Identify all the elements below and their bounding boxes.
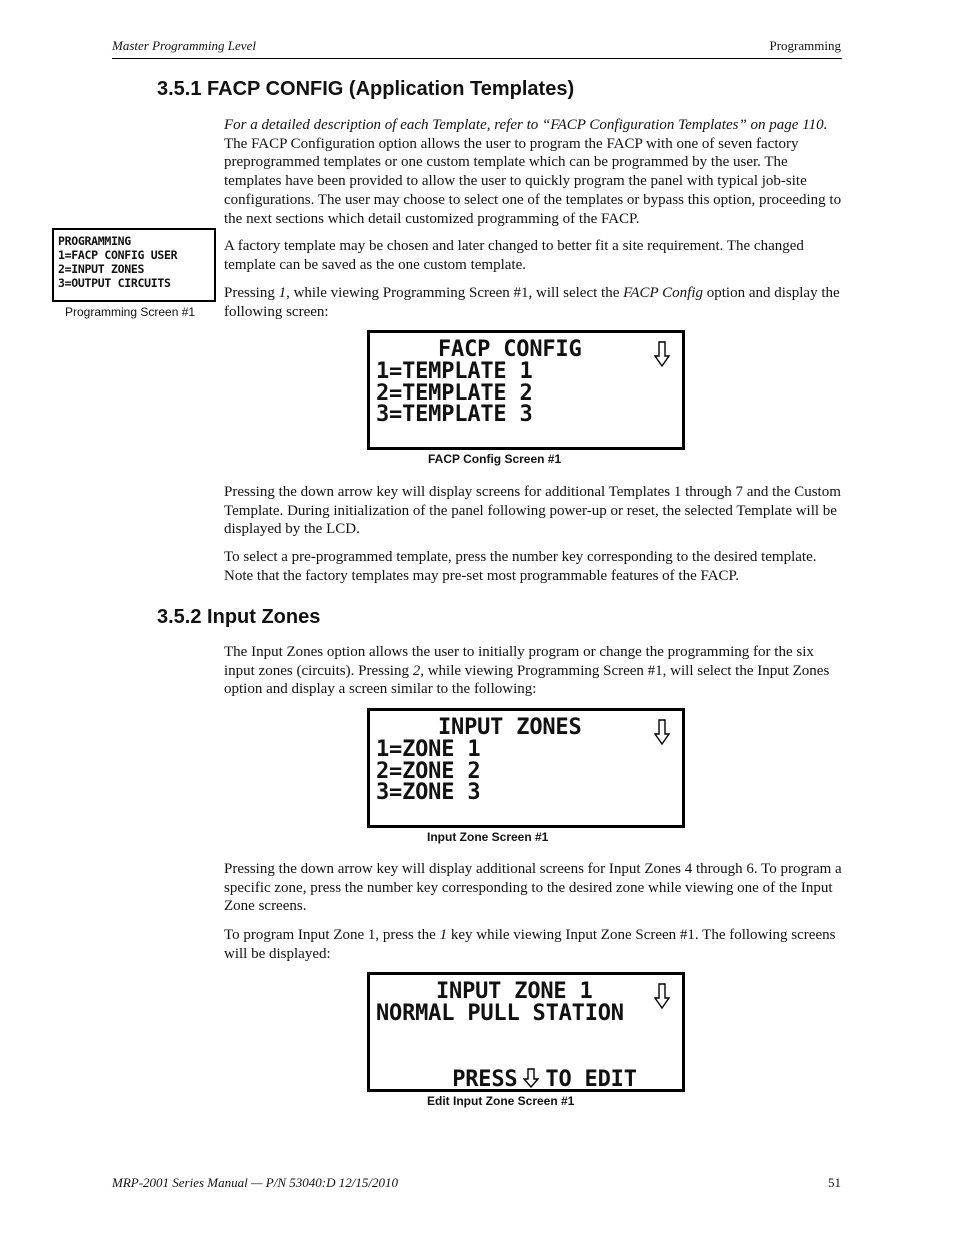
text: Pressing bbox=[224, 285, 279, 301]
programming-screen-display bbox=[52, 228, 216, 302]
paragraph-pressing-1 bbox=[224, 284, 842, 321]
lcd-line: 1=ZONE 1 bbox=[376, 736, 481, 762]
section-heading-input-zones: 3.5.2 Input Zones bbox=[157, 606, 321, 628]
paragraph-factory-template: A factory template may be chosen and later changed to better fit a site requirement. The changed template can be saved as the one custom template. bbox=[224, 238, 804, 273]
press-text: PRESS bbox=[452, 1067, 518, 1093]
down-arrow-icon bbox=[654, 341, 670, 367]
lcd-line: 3=ZONE 3 bbox=[376, 780, 481, 806]
lcd-line: 3=TEMPLATE 3 bbox=[376, 402, 533, 428]
text: To program Input Zone 1, press the bbox=[224, 927, 440, 943]
edit-input-zone-screen-caption: Edit Input Zone Screen #1 bbox=[427, 1094, 575, 1108]
lcd-line: PROGRAMMING bbox=[58, 234, 131, 248]
header-rule bbox=[112, 58, 842, 59]
to-edit-text: TO EDIT bbox=[545, 1067, 637, 1093]
key-2: 2 bbox=[412, 662, 421, 679]
lcd-line: NORMAL PULL STATION bbox=[376, 1000, 624, 1026]
paragraph-select-template: To select a pre-programmed template, press the number key corresponding to the desired template. Note that the factory templates may pre-set most programmable features of the FACP. bbox=[224, 549, 817, 584]
paragraph-program-zone-1 bbox=[224, 926, 842, 963]
lcd-title: FACP CONFIG bbox=[438, 337, 582, 362]
paragraph-down-arrow-templates: Pressing the down arrow key will display screens for additional Templates 1 through 7 and the Custom Template. During initialization of the panel following power-up or reset, the selected Template will be displayed by the LCD. bbox=[224, 484, 841, 538]
section-heading-facp-config: 3.5.1 FACP CONFIG (Application Templates) bbox=[157, 78, 575, 100]
paragraph-input-zones-intro bbox=[224, 643, 842, 699]
edit-input-zone-screen-display bbox=[367, 972, 685, 1092]
text: , while viewing Programming Screen #1, will select the Input Zones option and display a screen similar to the following: bbox=[224, 662, 830, 698]
lcd-line-blank bbox=[376, 1025, 676, 1047]
lcd-line: 2=TEMPLATE 2 bbox=[376, 380, 533, 406]
lcd-line: 2=INPUT ZONES bbox=[58, 262, 145, 276]
key-1: 1 bbox=[278, 285, 287, 301]
down-arrow-icon bbox=[654, 719, 670, 745]
template-reference: For a detailed description of each Template, refer to “FACP Configuration Templates” on page 110. bbox=[224, 117, 828, 133]
down-arrow-icon bbox=[523, 1068, 539, 1088]
running-header-right: Programming bbox=[769, 38, 841, 53]
running-header-left: Master Programming Level bbox=[112, 38, 256, 53]
paragraph-down-arrow-zones: Pressing the down arrow key will display additional screens for Input Zones 4 through 6. To program a specific zone, press the number key corresponding to the desired zone while viewing one of the Input Zone screens. bbox=[224, 861, 842, 915]
programming-screen-caption: Programming Screen #1 bbox=[65, 305, 196, 319]
facp-config-screen-caption: FACP Config Screen #1 bbox=[428, 452, 562, 466]
lcd-line: 1=TEMPLATE 1 bbox=[376, 358, 533, 384]
facp-config-screen-display bbox=[367, 330, 685, 450]
key-1: 1 bbox=[439, 927, 448, 943]
input-zone-screen-display bbox=[367, 708, 685, 828]
footer-manual-info: MRP-2001 Series Manual — P/N 53040:D 12/15/2010 bbox=[112, 1175, 398, 1190]
page-number: 51 bbox=[828, 1175, 841, 1190]
text: key while viewing Input Zone Screen #1. The following screens will be displayed: bbox=[224, 927, 836, 962]
lcd-line: 1=FACP CONFIG USER bbox=[58, 248, 178, 262]
down-arrow-icon bbox=[654, 983, 670, 1009]
text: , while viewing Programming Screen #1, will select the bbox=[286, 285, 624, 301]
lcd-line: 2=ZONE 2 bbox=[376, 758, 481, 784]
lcd-title: INPUT ZONE 1 bbox=[436, 979, 593, 1004]
lcd-line-press-to-edit bbox=[376, 1046, 676, 1093]
input-zone-screen-caption: Input Zone Screen #1 bbox=[427, 830, 549, 844]
lcd-title: INPUT ZONES bbox=[438, 715, 582, 740]
option-facp-config: FACP Config bbox=[623, 285, 703, 301]
paragraph-facp-intro bbox=[224, 116, 842, 228]
paragraph-facp-intro-text: The FACP Configuration option allows the user to program the FACP with one of seven factory preprogrammed templates or one custom template which can be programmed by the user. The templates have been provided to allow the user to quickly program the panel with typical job-site configurations. The user may choose to select one of the templates or bypass this option, proceeding to the next sections which detail customized programming of the FACP. bbox=[224, 135, 842, 227]
text: The Input Zones option allows the user to initially program or change the programming for the six input zones (circuits). Pressing bbox=[224, 644, 814, 679]
text: option and display the following screen: bbox=[224, 285, 840, 320]
lcd-line: 3=OUTPUT CIRCUITS bbox=[58, 276, 171, 290]
